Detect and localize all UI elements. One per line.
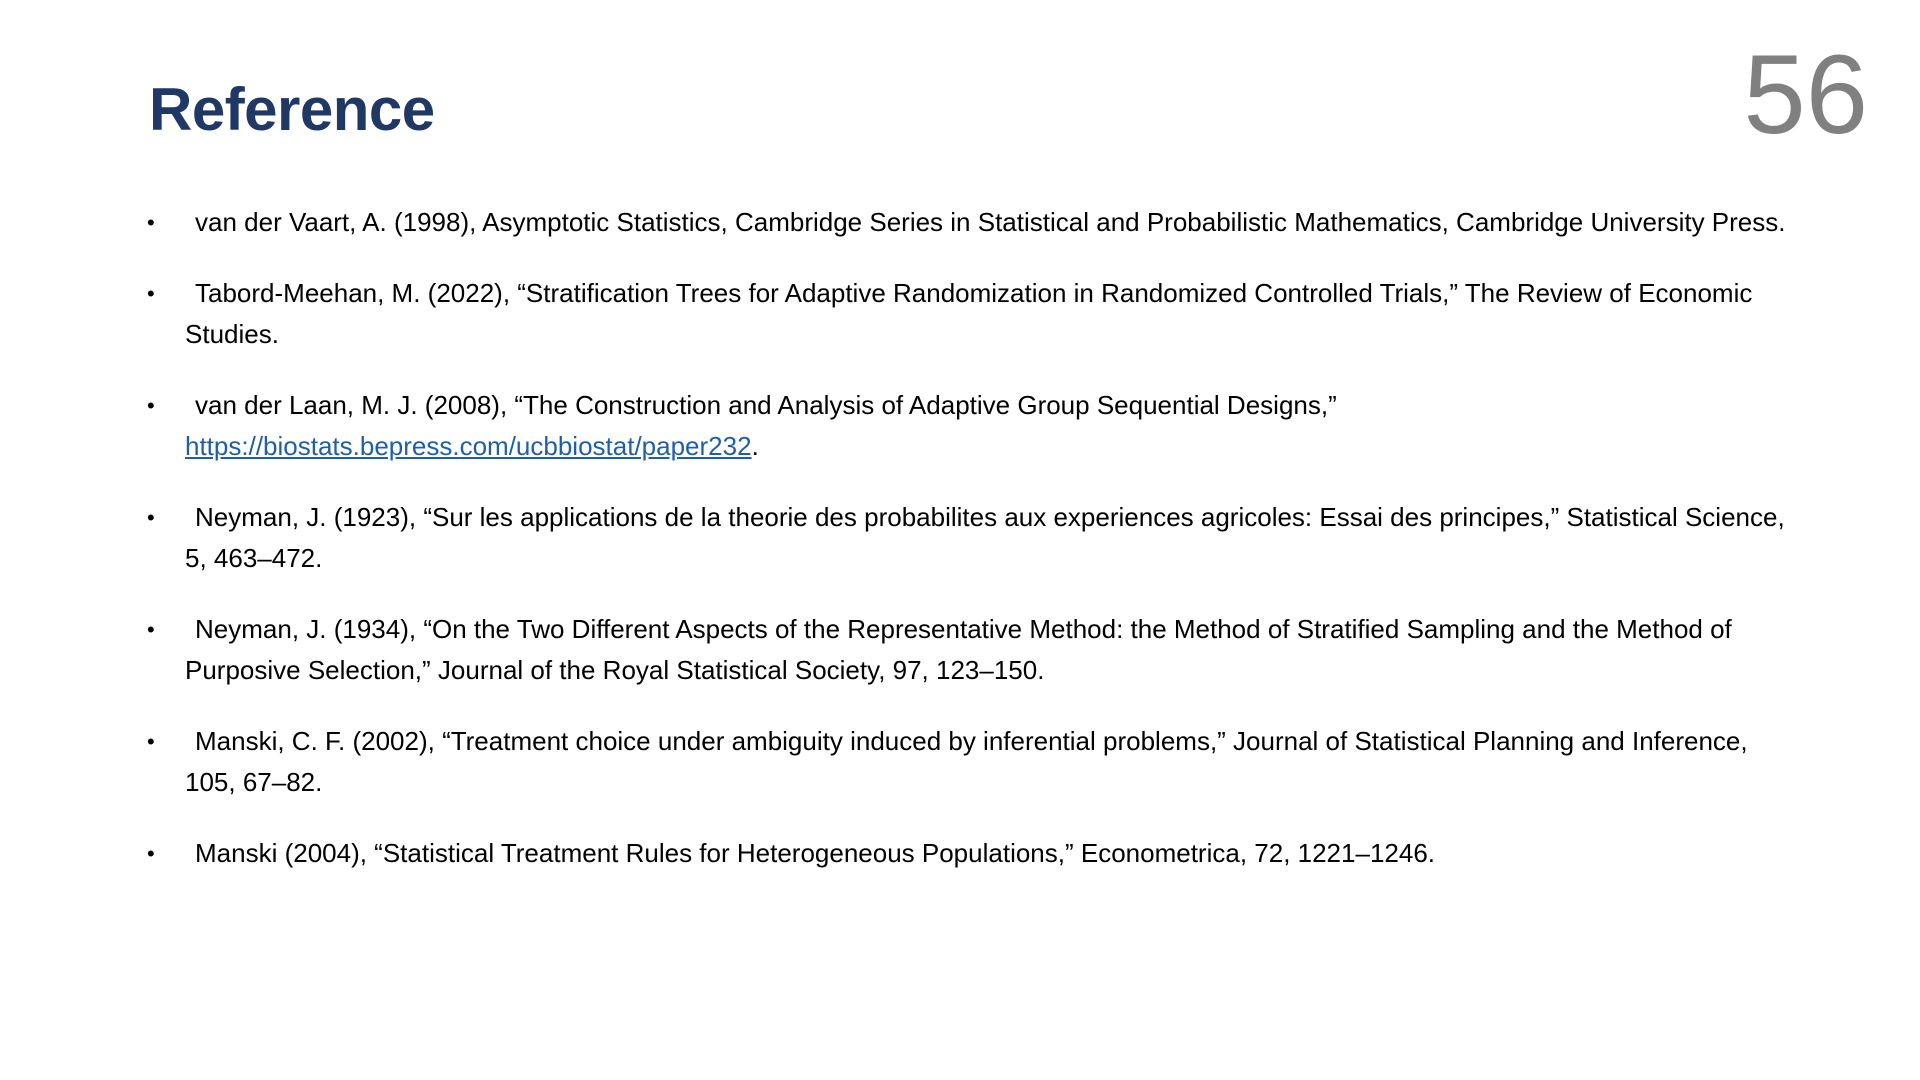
reference-item (147, 202, 1797, 243)
page-number: 56 (1743, 32, 1868, 157)
bullet-icon: • (147, 617, 155, 642)
bullet-icon: • (147, 841, 155, 866)
reference-text: Manski, C. F. (2002), “Treatment choice under ambiguity induced by inferential problems,” Journal of Statistical Planning and Inference, 105, 67–82. (185, 726, 1748, 797)
reference-item (147, 609, 1797, 691)
reference-text: van der Vaart, A. (1998), Asymptotic Statistics, Cambridge Series in Statistical and Probabilistic Mathematics, Cambridge University Press. (195, 207, 1786, 237)
reference-text (185, 390, 1337, 461)
bullet-icon: • (147, 210, 155, 235)
page-title: Reference (149, 76, 435, 143)
bullet-icon: • (147, 505, 155, 530)
reference-item (147, 833, 1797, 874)
reference-item (147, 273, 1797, 355)
reference-suffix: . (751, 431, 759, 461)
reference-text-body: van der Laan, M. J. (2008), “The Construction and Analysis of Adaptive Group Sequential Designs,” (195, 390, 1337, 420)
reference-item (147, 721, 1797, 803)
reference-item (147, 385, 1797, 467)
reference-text: Neyman, J. (1923), “Sur les applications de la theorie des probabilites aux experiences agricoles: Essai des principes,” Statistical Science, 5, 463–472. (185, 502, 1785, 573)
reference-text: Neyman, J. (1934), “On the Two Different Aspects of the Representative Method: the Method of Stratified Sampling and the Method of Purposive Selection,” Journal of the Royal Statistical Society, 97, 123–150. (185, 614, 1732, 685)
bullet-icon: • (147, 729, 155, 754)
reference-item (147, 497, 1797, 579)
reference-text: Tabord-Meehan, M. (2022), “Stratification Trees for Adaptive Randomization in Randomized Controlled Trials,” The Review of Economic Studies. (185, 278, 1753, 349)
reference-list (147, 202, 1797, 904)
bullet-icon: • (147, 281, 155, 306)
bullet-icon: • (147, 393, 155, 418)
reference-link[interactable]: https://biostats.bepress.com/ucbbiostat/paper232 (185, 431, 752, 461)
reference-text: Manski (2004), “Statistical Treatment Rules for Heterogeneous Populations,” Econometrica, 72, 1221–1246. (195, 838, 1436, 868)
